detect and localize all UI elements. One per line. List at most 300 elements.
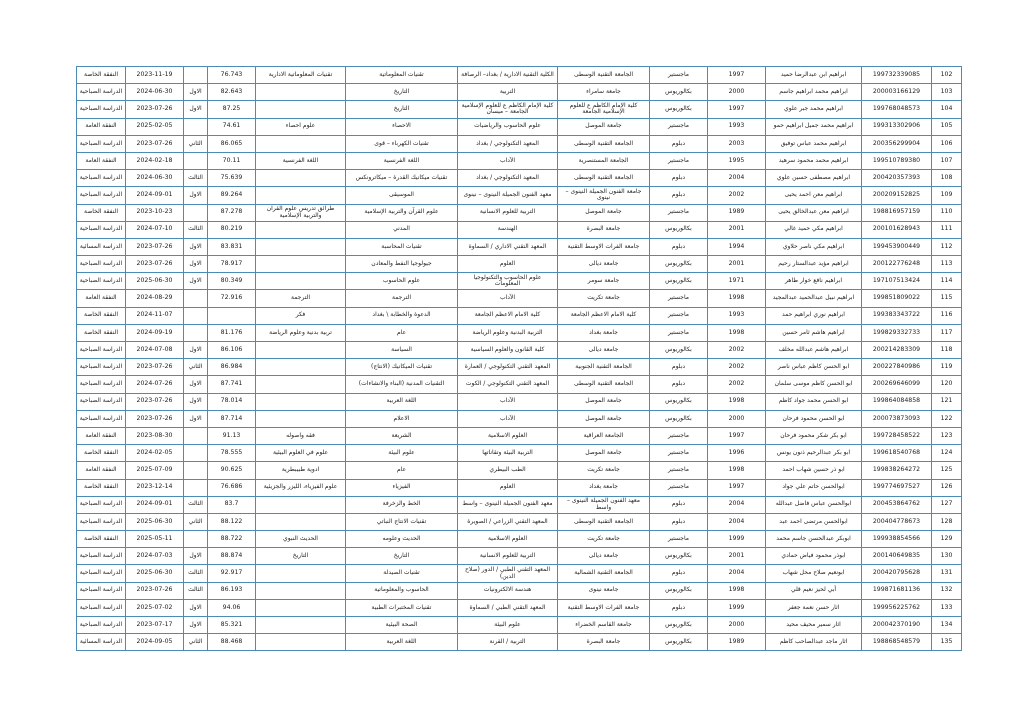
cell-department: الحاسوب والمعلوماتية xyxy=(346,582,458,599)
table-row xyxy=(77,67,962,84)
cell-rank: الاول xyxy=(184,187,208,204)
table-row xyxy=(77,135,962,152)
cell-university: كلية الإمام الكاظم ع للعلوم الإسلامية الجامعة xyxy=(558,101,650,118)
cell-seq: 117 xyxy=(932,324,962,341)
cell-birth-year: 1995 xyxy=(708,152,766,169)
cell-average: 82.643 xyxy=(208,84,256,101)
cell-university: جامعة تكريت xyxy=(558,290,650,307)
cell-degree: دبلوم xyxy=(650,565,708,582)
cell-birth-year: 2003 xyxy=(708,135,766,152)
cell-specialization: تربية بدنية وعلوم الرياضة xyxy=(256,324,346,341)
cell-university: الجامعة التقنية الوسطى xyxy=(558,513,650,530)
cell-rank: الاول xyxy=(184,599,208,616)
cell-university: الجامعة التقنية الوسطى xyxy=(558,376,650,393)
cell-average: 78.555 xyxy=(208,445,256,462)
cell-rank: الثالث xyxy=(184,170,208,187)
cell-seq: 129 xyxy=(932,531,962,548)
cell-full-name: ابراهيم هاشم ثامر حسين xyxy=(766,324,862,341)
cell-college: المعهد التقني الطبي / الدور (صلاح الدين) xyxy=(458,565,558,582)
cell-full-name: ابو الحسن محمد جواد كاظم xyxy=(766,393,862,410)
cell-birth-year: 2004 xyxy=(708,496,766,513)
cell-study-type: النفقة العامة xyxy=(77,118,126,135)
cell-university: الجامعة العراقية xyxy=(558,427,650,444)
cell-department: المدني xyxy=(346,221,458,238)
cell-college: كلية الامام الاعظم الجامعة xyxy=(458,307,558,324)
cell-birth-year: 1998 xyxy=(708,324,766,341)
cell-college: كلية القانون والعلوم السياسية xyxy=(458,342,558,359)
cell-study-type: النفقة الخاصة xyxy=(77,479,126,496)
cell-average: 70.11 xyxy=(208,152,256,169)
cell-specialization: اللغة الفرنسية xyxy=(256,152,346,169)
cell-study-type: النفقة الخاصة xyxy=(77,67,126,84)
cell-university: جامعة بغداد xyxy=(558,324,650,341)
cell-university: الجامعة التقنية الوسطى xyxy=(558,67,650,84)
cell-university: جامعة سومر xyxy=(558,273,650,290)
cell-specialization: علوم احصاء xyxy=(256,118,346,135)
table-row xyxy=(77,170,962,187)
cell-rank xyxy=(184,67,208,84)
cell-college: العلوم xyxy=(458,479,558,496)
table-row xyxy=(77,118,962,135)
cell-rank: الاول xyxy=(184,84,208,101)
cell-rank: الاول xyxy=(184,238,208,255)
cell-birth-year: 2000 xyxy=(708,410,766,427)
cell-seq: 115 xyxy=(932,290,962,307)
cell-study-type: الدراسة الصباحية xyxy=(77,410,126,427)
cell-specialization xyxy=(256,101,346,118)
cell-average: 89.264 xyxy=(208,187,256,204)
cell-full-name: ابو الحسن كاظم موسى سلمان xyxy=(766,376,862,393)
table-row xyxy=(77,376,962,393)
cell-department: جيولوجيا النفط والمعادن xyxy=(346,256,458,273)
table-row xyxy=(77,496,962,513)
cell-specialization xyxy=(256,599,346,616)
cell-specialization xyxy=(256,342,346,359)
cell-average: 75.639 xyxy=(208,170,256,187)
cell-average: 80.219 xyxy=(208,221,256,238)
cell-department: اللغة العربية xyxy=(346,634,458,651)
cell-study-type: النفقة الخاصة xyxy=(77,324,126,341)
cell-seq: 109 xyxy=(932,187,962,204)
cell-national-id: 200420357393 xyxy=(862,170,932,187)
cell-seq: 112 xyxy=(932,238,962,255)
cell-graduation-date: 2025-02-05 xyxy=(126,118,184,135)
cell-rank xyxy=(184,324,208,341)
cell-average: 81.176 xyxy=(208,324,256,341)
cell-study-type: الدراسة الصباحية xyxy=(77,376,126,393)
cell-graduation-date: 2023-07-26 xyxy=(126,582,184,599)
cell-birth-year: 1998 xyxy=(708,290,766,307)
cell-university: جامعة الفرات الاوسط التقنية xyxy=(558,238,650,255)
cell-degree: بكالوريوس xyxy=(650,393,708,410)
cell-specialization xyxy=(256,496,346,513)
cell-university: جامعة الفرات الاوسط التقنية xyxy=(558,599,650,616)
cell-degree: بكالوريوس xyxy=(650,617,708,634)
table-row xyxy=(77,634,962,651)
cell-rank: الاول xyxy=(184,410,208,427)
cell-graduation-date: 2023-11-19 xyxy=(126,67,184,84)
cell-college: الآداب xyxy=(458,152,558,169)
cell-graduation-date: 2024-07-03 xyxy=(126,548,184,565)
cell-average: 86.193 xyxy=(208,582,256,599)
cell-national-id: 199313302906 xyxy=(862,118,932,135)
cell-rank: الاول xyxy=(184,273,208,290)
cell-degree: بكالوريوس xyxy=(650,548,708,565)
table-row xyxy=(77,342,962,359)
cell-specialization: الحديث النبوي xyxy=(256,531,346,548)
cell-birth-year: 1998 xyxy=(708,393,766,410)
cell-department: الاعلام xyxy=(346,410,458,427)
cell-college: التربية البدنية وعلوم الرياضة xyxy=(458,324,558,341)
cell-department: علوم القرآن والتربية الإسلامية xyxy=(346,204,458,221)
cell-graduation-date: 2024-06-30 xyxy=(126,84,184,101)
cell-rank: الاول xyxy=(184,256,208,273)
cell-full-name: ابوالحسن حاتم علي جواد xyxy=(766,479,862,496)
cell-birth-year: 1999 xyxy=(708,599,766,616)
cell-average: 76.686 xyxy=(208,479,256,496)
cell-graduation-date: 2023-07-26 xyxy=(126,359,184,376)
cell-national-id: 200122776248 xyxy=(862,256,932,273)
cell-degree: بكالوريوس xyxy=(650,84,708,101)
cell-university: جامعة ديالى xyxy=(558,548,650,565)
cell-specialization xyxy=(256,376,346,393)
cell-average: 87.25 xyxy=(208,101,256,118)
cell-degree: بكالوريوس xyxy=(650,582,708,599)
cell-national-id: 199732339085 xyxy=(862,67,932,84)
cell-graduation-date: 2024-08-29 xyxy=(126,290,184,307)
cell-average: 85.321 xyxy=(208,617,256,634)
cell-specialization: تقنيات المعلوماتية الادارية xyxy=(256,67,346,84)
cell-rank: الثالث xyxy=(184,582,208,599)
cell-average: 87.714 xyxy=(208,410,256,427)
cell-average: 92.917 xyxy=(208,565,256,582)
cell-national-id: 200209152825 xyxy=(862,187,932,204)
cell-college: المعهد التقني الاداري / السماوة xyxy=(458,238,558,255)
cell-full-name: ابراهيم معن عبدالخالق يحيى xyxy=(766,204,862,221)
cell-seq: 124 xyxy=(932,445,962,462)
cell-birth-year: 2004 xyxy=(708,513,766,530)
cell-seq: 104 xyxy=(932,101,962,118)
cell-study-type: الدراسة الصباحية xyxy=(77,548,126,565)
table-row xyxy=(77,582,962,599)
cell-college: العلوم الاسلامية xyxy=(458,427,558,444)
cell-national-id: 200356299904 xyxy=(862,135,932,152)
cell-department: التاريخ xyxy=(346,84,458,101)
cell-department: علوم الحاسوب xyxy=(346,273,458,290)
cell-rank: الاول xyxy=(184,376,208,393)
cell-university: جامعة الموصل xyxy=(558,445,650,462)
cell-graduation-date: 2024-02-05 xyxy=(126,445,184,462)
cell-college: التربية للعلوم الانسانية xyxy=(458,204,558,221)
cell-average: 88.122 xyxy=(208,513,256,530)
cell-rank xyxy=(184,118,208,135)
cell-seq: 105 xyxy=(932,118,962,135)
cell-college: المعهد التقني التكنولوجي / العمارة xyxy=(458,359,558,376)
cell-birth-year: 2001 xyxy=(708,221,766,238)
cell-college: معهد الفنون الجميلة النينوى – نينوى xyxy=(458,187,558,204)
cell-graduation-date: 2024-09-19 xyxy=(126,324,184,341)
cell-national-id: 200073873093 xyxy=(862,410,932,427)
cell-national-id: 199618540768 xyxy=(862,445,932,462)
cell-college: التربية / القرنة xyxy=(458,634,558,651)
cell-department: الاحصاء xyxy=(346,118,458,135)
cell-national-id: 200214283309 xyxy=(862,342,932,359)
cell-study-type: الدراسة الصباحية xyxy=(77,273,126,290)
cell-study-type: النفقة الخاصة xyxy=(77,531,126,548)
cell-full-name: ابراهيم محمد عباس توفيق xyxy=(766,135,862,152)
cell-degree: بكالوريوس xyxy=(650,342,708,359)
cell-specialization xyxy=(256,634,346,651)
cell-average xyxy=(208,307,256,324)
cell-seq: 133 xyxy=(932,599,962,616)
cell-department: الترجمة xyxy=(346,290,458,307)
cell-full-name: ابوالحسن عباس فاضل عبدالله xyxy=(766,496,862,513)
cell-graduation-date: 2024-07-26 xyxy=(126,376,184,393)
cell-specialization xyxy=(256,187,346,204)
cell-seq: 106 xyxy=(932,135,962,152)
cell-department: الدعوة والخطابة \ بغداد xyxy=(346,307,458,324)
cell-degree: ماجستير xyxy=(650,324,708,341)
cell-seq: 113 xyxy=(932,256,962,273)
cell-average: 80.349 xyxy=(208,273,256,290)
cell-national-id: 199838264272 xyxy=(862,462,932,479)
table-row xyxy=(77,410,962,427)
cell-specialization: علوم في العلوم البيئية xyxy=(256,445,346,462)
cell-degree: دبلوم xyxy=(650,135,708,152)
cell-college: الطب البيطري xyxy=(458,462,558,479)
cell-birth-year: 1997 xyxy=(708,427,766,444)
cell-average: 88.722 xyxy=(208,531,256,548)
cell-study-type: النفقة الخاصة xyxy=(77,445,126,462)
cell-birth-year: 1994 xyxy=(708,238,766,255)
cell-degree: ماجستير xyxy=(650,204,708,221)
cell-college: الكلية التقنية الادارية / بغداد– الرصافة xyxy=(458,67,558,84)
cell-birth-year: 1971 xyxy=(708,273,766,290)
cell-rank: الثاني xyxy=(184,634,208,651)
cell-rank: الاول xyxy=(184,617,208,634)
cell-full-name: ابراهيم مصطفى حسين علوي xyxy=(766,170,862,187)
cell-college: التربية البيئة وتقاناتها xyxy=(458,445,558,462)
table-row xyxy=(77,359,962,376)
records-sheet xyxy=(76,66,961,651)
cell-graduation-date: 2024-09-01 xyxy=(126,496,184,513)
cell-degree: دبلوم xyxy=(650,187,708,204)
cell-graduation-date: 2025-05-11 xyxy=(126,531,184,548)
cell-degree: ماجستير xyxy=(650,67,708,84)
cell-average: 91.13 xyxy=(208,427,256,444)
cell-birth-year: 1993 xyxy=(708,118,766,135)
cell-birth-year: 2002 xyxy=(708,359,766,376)
cell-specialization xyxy=(256,135,346,152)
cell-birth-year: 2002 xyxy=(708,187,766,204)
cell-university: جامعة تكريت xyxy=(558,462,650,479)
cell-seq: 103 xyxy=(932,84,962,101)
cell-seq: 121 xyxy=(932,393,962,410)
cell-department: الحديث وعلومه xyxy=(346,531,458,548)
cell-university: جامعة الموصل xyxy=(558,204,650,221)
cell-degree: ماجستير xyxy=(650,152,708,169)
cell-graduation-date: 2024-07-10 xyxy=(126,221,184,238)
cell-graduation-date: 2023-07-26 xyxy=(126,393,184,410)
cell-department: التاريخ xyxy=(346,101,458,118)
cell-national-id: 199871681136 xyxy=(862,582,932,599)
cell-graduation-date: 2023-07-26 xyxy=(126,101,184,118)
cell-specialization: فكر xyxy=(256,307,346,324)
cell-graduation-date: 2023-07-26 xyxy=(126,410,184,427)
cell-national-id: 199774697527 xyxy=(862,479,932,496)
cell-university: الجامعة التقنية الجنوبية xyxy=(558,359,650,376)
cell-seq: 135 xyxy=(932,634,962,651)
cell-department: التاريخ xyxy=(346,548,458,565)
cell-rank: الاول xyxy=(184,342,208,359)
cell-graduation-date: 2023-07-26 xyxy=(126,238,184,255)
table-row xyxy=(77,548,962,565)
cell-department: اللغة الفرنسية xyxy=(346,152,458,169)
cell-specialization xyxy=(256,170,346,187)
cell-graduation-date: 2025-06-30 xyxy=(126,565,184,582)
table-row xyxy=(77,307,962,324)
cell-college: علوم البيئة xyxy=(458,617,558,634)
cell-full-name: ابراهيم محمد ابراهيم جاسم xyxy=(766,84,862,101)
cell-national-id: 199938854566 xyxy=(862,531,932,548)
cell-college: المعهد التكنولوجي / بغداد xyxy=(458,135,558,152)
cell-average: 88.468 xyxy=(208,634,256,651)
cell-study-type: النفقة العامة xyxy=(77,290,126,307)
cell-average: 87.278 xyxy=(208,204,256,221)
cell-college: المعهد التكنولوجي / بغداد xyxy=(458,170,558,187)
cell-national-id: 200042370190 xyxy=(862,617,932,634)
cell-degree: دبلوم xyxy=(650,376,708,393)
cell-full-name: ابو الحسن كاظم عباس ناصر xyxy=(766,359,862,376)
table-row xyxy=(77,479,962,496)
cell-average: 83.7 xyxy=(208,496,256,513)
cell-degree: بكالوريوس xyxy=(650,256,708,273)
cell-seq: 114 xyxy=(932,273,962,290)
cell-average: 88.874 xyxy=(208,548,256,565)
cell-study-type: الدراسة الصباحية xyxy=(77,617,126,634)
cell-seq: 110 xyxy=(932,204,962,221)
cell-university: الجامعة التقنية الشمالية xyxy=(558,565,650,582)
cell-full-name: ابراهيم هاشم عبدالله مخلف xyxy=(766,342,862,359)
cell-study-type: الدراسة الصباحية xyxy=(77,221,126,238)
cell-study-type: الدراسة الصباحية xyxy=(77,359,126,376)
cell-national-id: 200140649835 xyxy=(862,548,932,565)
cell-university: جامعة بغداد xyxy=(558,479,650,496)
table-row xyxy=(77,238,962,255)
cell-full-name: ابراهيم مؤيد عبدالستار رحيم xyxy=(766,256,862,273)
cell-study-type: الدراسة الصباحية xyxy=(77,187,126,204)
cell-full-name: اثار حسن نعمة جعفر xyxy=(766,599,862,616)
cell-college: التربية xyxy=(458,84,558,101)
table-row xyxy=(77,427,962,444)
table-row xyxy=(77,256,962,273)
cell-full-name: ابوالحسن مرتضى احمد عبد xyxy=(766,513,862,530)
cell-study-type: النفقة العامة xyxy=(77,462,126,479)
cell-department: الموسيقى xyxy=(346,187,458,204)
cell-degree: ماجستير xyxy=(650,531,708,548)
table-row xyxy=(77,445,962,462)
cell-degree: دبلوم xyxy=(650,170,708,187)
cell-rank: الثالث xyxy=(184,565,208,582)
cell-birth-year: 1997 xyxy=(708,479,766,496)
cell-seq: 122 xyxy=(932,410,962,427)
cell-rank xyxy=(184,290,208,307)
cell-degree: ماجستير xyxy=(650,479,708,496)
table-row xyxy=(77,513,962,530)
cell-seq: 119 xyxy=(932,359,962,376)
cell-degree: دبلوم xyxy=(650,513,708,530)
cell-rank: الثاني xyxy=(184,135,208,152)
cell-college: هندسة الالكترونيات xyxy=(458,582,558,599)
cell-average: 87.741 xyxy=(208,376,256,393)
cell-degree: ماجستير xyxy=(650,462,708,479)
cell-birth-year: 1989 xyxy=(708,204,766,221)
cell-rank: الاول xyxy=(184,393,208,410)
cell-university: جامعة تكريت xyxy=(558,531,650,548)
cell-rank xyxy=(184,427,208,444)
cell-department: تقنيات المعلوماتية xyxy=(346,67,458,84)
cell-rank: الاول xyxy=(184,101,208,118)
cell-full-name: ابو الحسن محمود فرحان xyxy=(766,410,862,427)
cell-rank xyxy=(184,531,208,548)
cell-average: 74.61 xyxy=(208,118,256,135)
cell-average: 78.014 xyxy=(208,393,256,410)
cell-birth-year: 2004 xyxy=(708,170,766,187)
cell-specialization xyxy=(256,238,346,255)
cell-college: المعهد التقني الطبي / السماوة xyxy=(458,599,558,616)
cell-seq: 111 xyxy=(932,221,962,238)
cell-full-name: اثار سمير محيف محيد xyxy=(766,617,862,634)
cell-full-name: ابراهيم نبيل عبدالحميد عبدالمجيد xyxy=(766,290,862,307)
cell-college: معهد الفنون الجميلة النينوى – واسط xyxy=(458,496,558,513)
cell-department: الصحة البيئية xyxy=(346,617,458,634)
cell-university: جامعة البصرة xyxy=(558,221,650,238)
records-table xyxy=(76,66,962,651)
cell-national-id: 200404778673 xyxy=(862,513,932,530)
table-row xyxy=(77,462,962,479)
table-row xyxy=(77,393,962,410)
cell-graduation-date: 2023-07-26 xyxy=(126,256,184,273)
cell-degree: بكالوريوس xyxy=(650,221,708,238)
cell-department: اللغة العربية xyxy=(346,393,458,410)
cell-graduation-date: 2025-06-30 xyxy=(126,273,184,290)
cell-full-name: ابراهيم محمد محمود سرهيد xyxy=(766,152,862,169)
cell-university: جامعة ديالى xyxy=(558,342,650,359)
cell-degree: دبلوم xyxy=(650,599,708,616)
cell-study-type: النفقة العامة xyxy=(77,427,126,444)
table-row xyxy=(77,152,962,169)
cell-national-id: 199383343722 xyxy=(862,307,932,324)
cell-rank xyxy=(184,152,208,169)
cell-specialization: فقه واصوله xyxy=(256,427,346,444)
cell-study-type: الدراسة الصباحية xyxy=(77,565,126,582)
cell-graduation-date: 2025-06-30 xyxy=(126,513,184,530)
cell-college: علوم الحاسوب والرياضيات xyxy=(458,118,558,135)
cell-national-id: 200269646099 xyxy=(862,376,932,393)
table-row xyxy=(77,221,962,238)
cell-department: التقنيات المدنية (البناء والانشاءات) xyxy=(346,376,458,393)
cell-university: جامعة الفنون الجميلة النينوى – نينوى xyxy=(558,187,650,204)
cell-specialization xyxy=(256,273,346,290)
cell-department: عام xyxy=(346,462,458,479)
cell-degree: بكالوريوس xyxy=(650,410,708,427)
cell-graduation-date: 2024-02-18 xyxy=(126,152,184,169)
cell-full-name: ابو ذر حسين شهاب احمد xyxy=(766,462,862,479)
cell-degree: بكالوريوس xyxy=(650,634,708,651)
cell-specialization xyxy=(256,513,346,530)
cell-college: التربية للعلوم الانسانية xyxy=(458,548,558,565)
cell-graduation-date: 2024-09-01 xyxy=(126,187,184,204)
